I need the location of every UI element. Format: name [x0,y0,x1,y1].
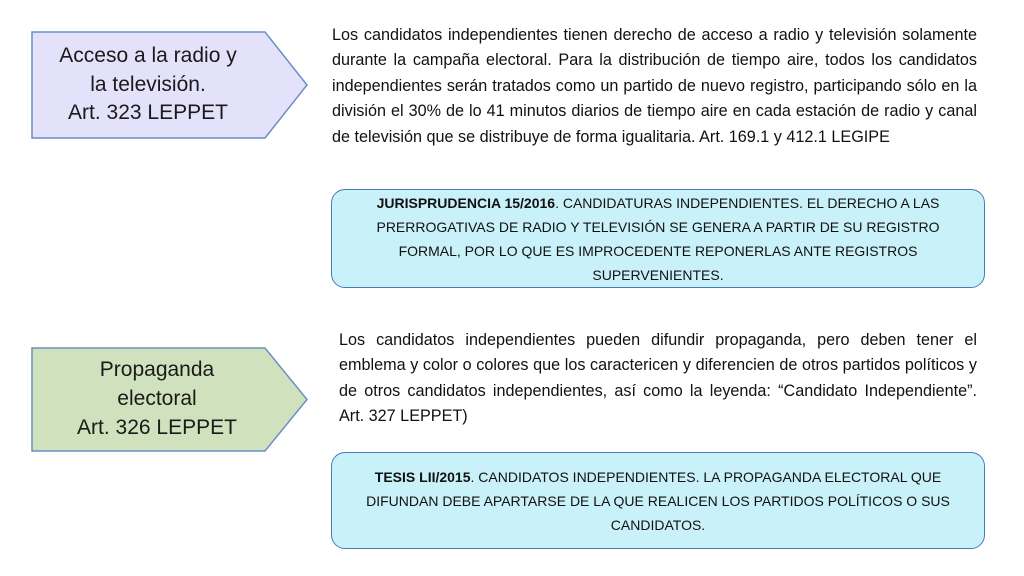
tesis-note-box [331,452,985,549]
radio-tv-label-line-1: Acceso a la radio y [59,43,237,67]
radio-tv-label-line-3: Art. 323 LEPPET [68,101,228,125]
propaganda-arrow-label [31,347,309,452]
tesis-note-bold: TESIS LII/2015 [374,468,471,485]
propaganda-paragraph: Los candidatos independientes pueden difundir propaganda, pero deben tener el emblema y color o colores que los caractericen y diferencien de otros partidos políticos y de otros candidatos independientes, así como la leyenda: “Candidato Independiente”. Art. 327 LEPPET) [339,331,977,426]
jurisprudencia-note-text: . CANDIDATURAS INDEPENDIENTES. EL DERECHO A LAS PRERROGATIVAS DE RADIO Y TELEVISIÓN SE GENERA A PARTIR DE SU REGISTRO FORMAL, POR LO QUE ES IMPROCEDENTE REPONERLAS ANTE REGISTROS SUPERVENIENTES. [376,194,940,283]
radio-tv-label-line-2: la televisión. [90,72,206,96]
jurisprudencia-note-bold: JURISPRUDENCIA 15/2016 [376,194,556,211]
propaganda-label-line-1: Propaganda [99,358,215,382]
radio-tv-paragraph: Los candidatos independientes tienen derecho de acceso a radio y televisión solamente durante la campaña electoral. Para la distribución de tiempo aire, todos los candidatos independientes serán tratados como un partido de nuevo registro, participando sólo en la división el 30% de lo 41 minutos diarios de tiempo aire en cada estación de radio y canal de televisión que se distribuye de forma igualitaria. Art. 169.1 y 412.1 LEGIPE [332,26,977,146]
tesis-note-text: . CANDIDATOS INDEPENDIENTES. LA PROPAGANDA ELECTORAL QUE DIFUNDAN DEBE APARTARSE DE LA QUE REALICEN LOS PARTIDOS POLÍTICOS O SUS CANDIDATOS. [366,468,950,533]
jurisprudencia-note-box [331,189,985,288]
propaganda-label-line-2: electoral [117,387,197,411]
propaganda-label-line-3: Art. 326 LEPPET [77,415,237,439]
radio-tv-arrow-label [31,31,309,139]
